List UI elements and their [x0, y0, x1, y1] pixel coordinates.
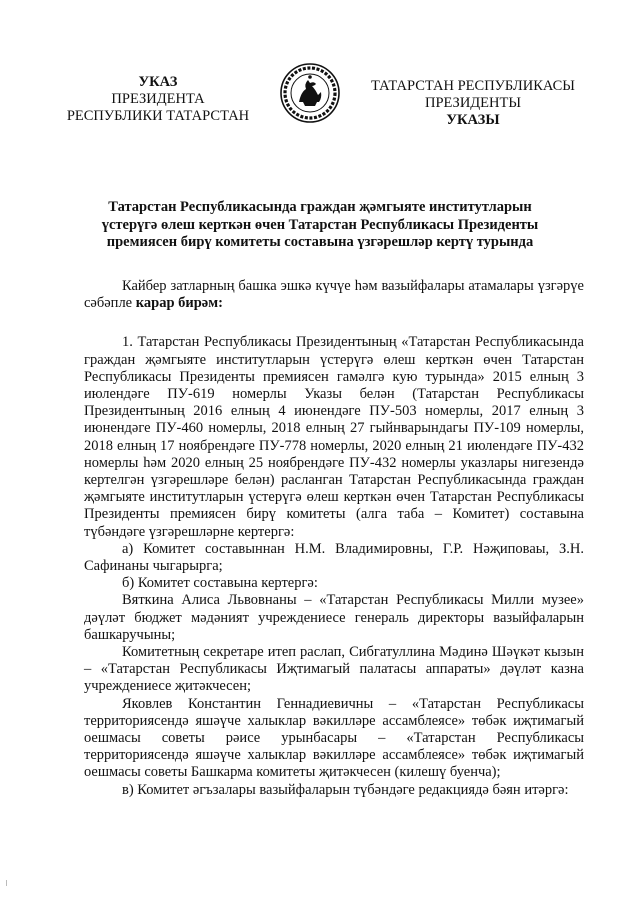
intro-paragraph [84, 278, 584, 312]
header-right-line-2: ПРЕЗИДЕНТЫ [424, 95, 522, 111]
paragraph-b-item-1: Вяткина Алиса Львовнаны – «Татарстан Республикасы Милли музее» дәүләт бюджет мәдәният учреждениесе генераль директоры вазыйфаларын башкаручыны; [84, 592, 584, 643]
intro-text: Кайбер затларның башка эшкә күчүе һәм вазыйфалары атамалары үзгәрүе сәбәпле [84, 278, 584, 312]
header-left-line-1: УКАЗ [138, 74, 178, 90]
title-line-1: Татарстан Республикасында граждан җәмгыяте институтларын [108, 199, 532, 215]
decree-title [70, 199, 570, 252]
coat-of-arms-icon [279, 62, 341, 124]
paragraph-b-item-2: Комитетның секретаре итеп раслап, Сибгатуллина Мәдинә Шәүкәт кызын – «Татарстан Республикасы Иҗтимагый палатасы аппараты» дәүләт казна учреждениесе җитәкчесен; [84, 644, 584, 695]
header-left [58, 74, 258, 125]
header-right-line-1: ТАТАРСТАН РЕСПУБЛИКАСЫ [371, 78, 575, 94]
title-line-2: үстерүгә өлеш керткән өчен Татарстан Республикасы Президенты [101, 216, 539, 233]
intro-resolution: карар бирәм: [135, 295, 223, 312]
decree-body [84, 278, 584, 799]
paragraph-b-item-3: Яковлев Константин Геннадиевичны – «Татарстан Республикасы территориясендә яшәүче халыклар вәкилләре ассамблеясе» төбәк иҗтимагый оешмасы советы рәисе урынбасары – «Татарстан Республикасы территориясендә яшәүче халыклар вәкилләре ассамблеясе» төбәк иҗтимагый оешмасы советы Башкарма комитеты җитәкчесен (килешү буенча); [84, 695, 584, 781]
paragraph-v: в) Комитет әгъзалары вазыйфаларын түбәндәге редакциядә бәян итәргә: [122, 781, 569, 798]
header-left-line-3: РЕСПУБЛИКИ ТАТАРСТАН [66, 108, 250, 124]
header-right [358, 78, 588, 129]
title-line-3: премиясен бирү комитеты составына үзгәрешләр кертү турында [106, 234, 534, 250]
paragraph-1: 1. Татарстан Республикасы Президентының «Татарстан Республикасында граждан җәмгыяте институтларын үстерүгә өлеш керткән өчен Татарстан Республикасы Президенты премиясен гамәлгә кую турында» 2015 елның 3 июлендәге ПУ-619 номерлы Указы белән (Татарстан Республикасы Президентының 2016 елның 4 июнендәге ПУ-503 номерлы, 2017 елның 3 июнендәге ПУ-460 номерлы, 2018 елның 27 гыйнварындагы ПУ-109 номерлы, 2018 елның 17 ноябрендәге ПУ-778 номерлы, 2020 елның 21 июлендәге ПУ-432 номерлы һәм 2020 елның 25 ноябрендәге ПУ-432 номерлы указлары нигезендә кертелгән үзгәрешләре белән) расланган Татарстан Республикасында граждан җәмгыяте институтларын үстерүгә өлеш керткән өчен Татарстан Республикасы Президенты премиясен бирү комитеты (алга таба – Комитет) составына түбәндәге үзгәрешләрне кертергә: [84, 334, 584, 540]
paragraph-a: а) Комитет составыннан Н.М. Владимировны, Г.Р. Нәҗиповаы, З.Н. Сафинаны чыгарырга; [84, 540, 584, 575]
header-left-line-2: ПРЕЗИДЕНТА [111, 91, 205, 107]
header-right-line-3: УКАЗЫ [446, 112, 500, 128]
scan-mark [6, 880, 7, 886]
paragraph-b: б) Комитет составына кертергә: [122, 575, 318, 592]
